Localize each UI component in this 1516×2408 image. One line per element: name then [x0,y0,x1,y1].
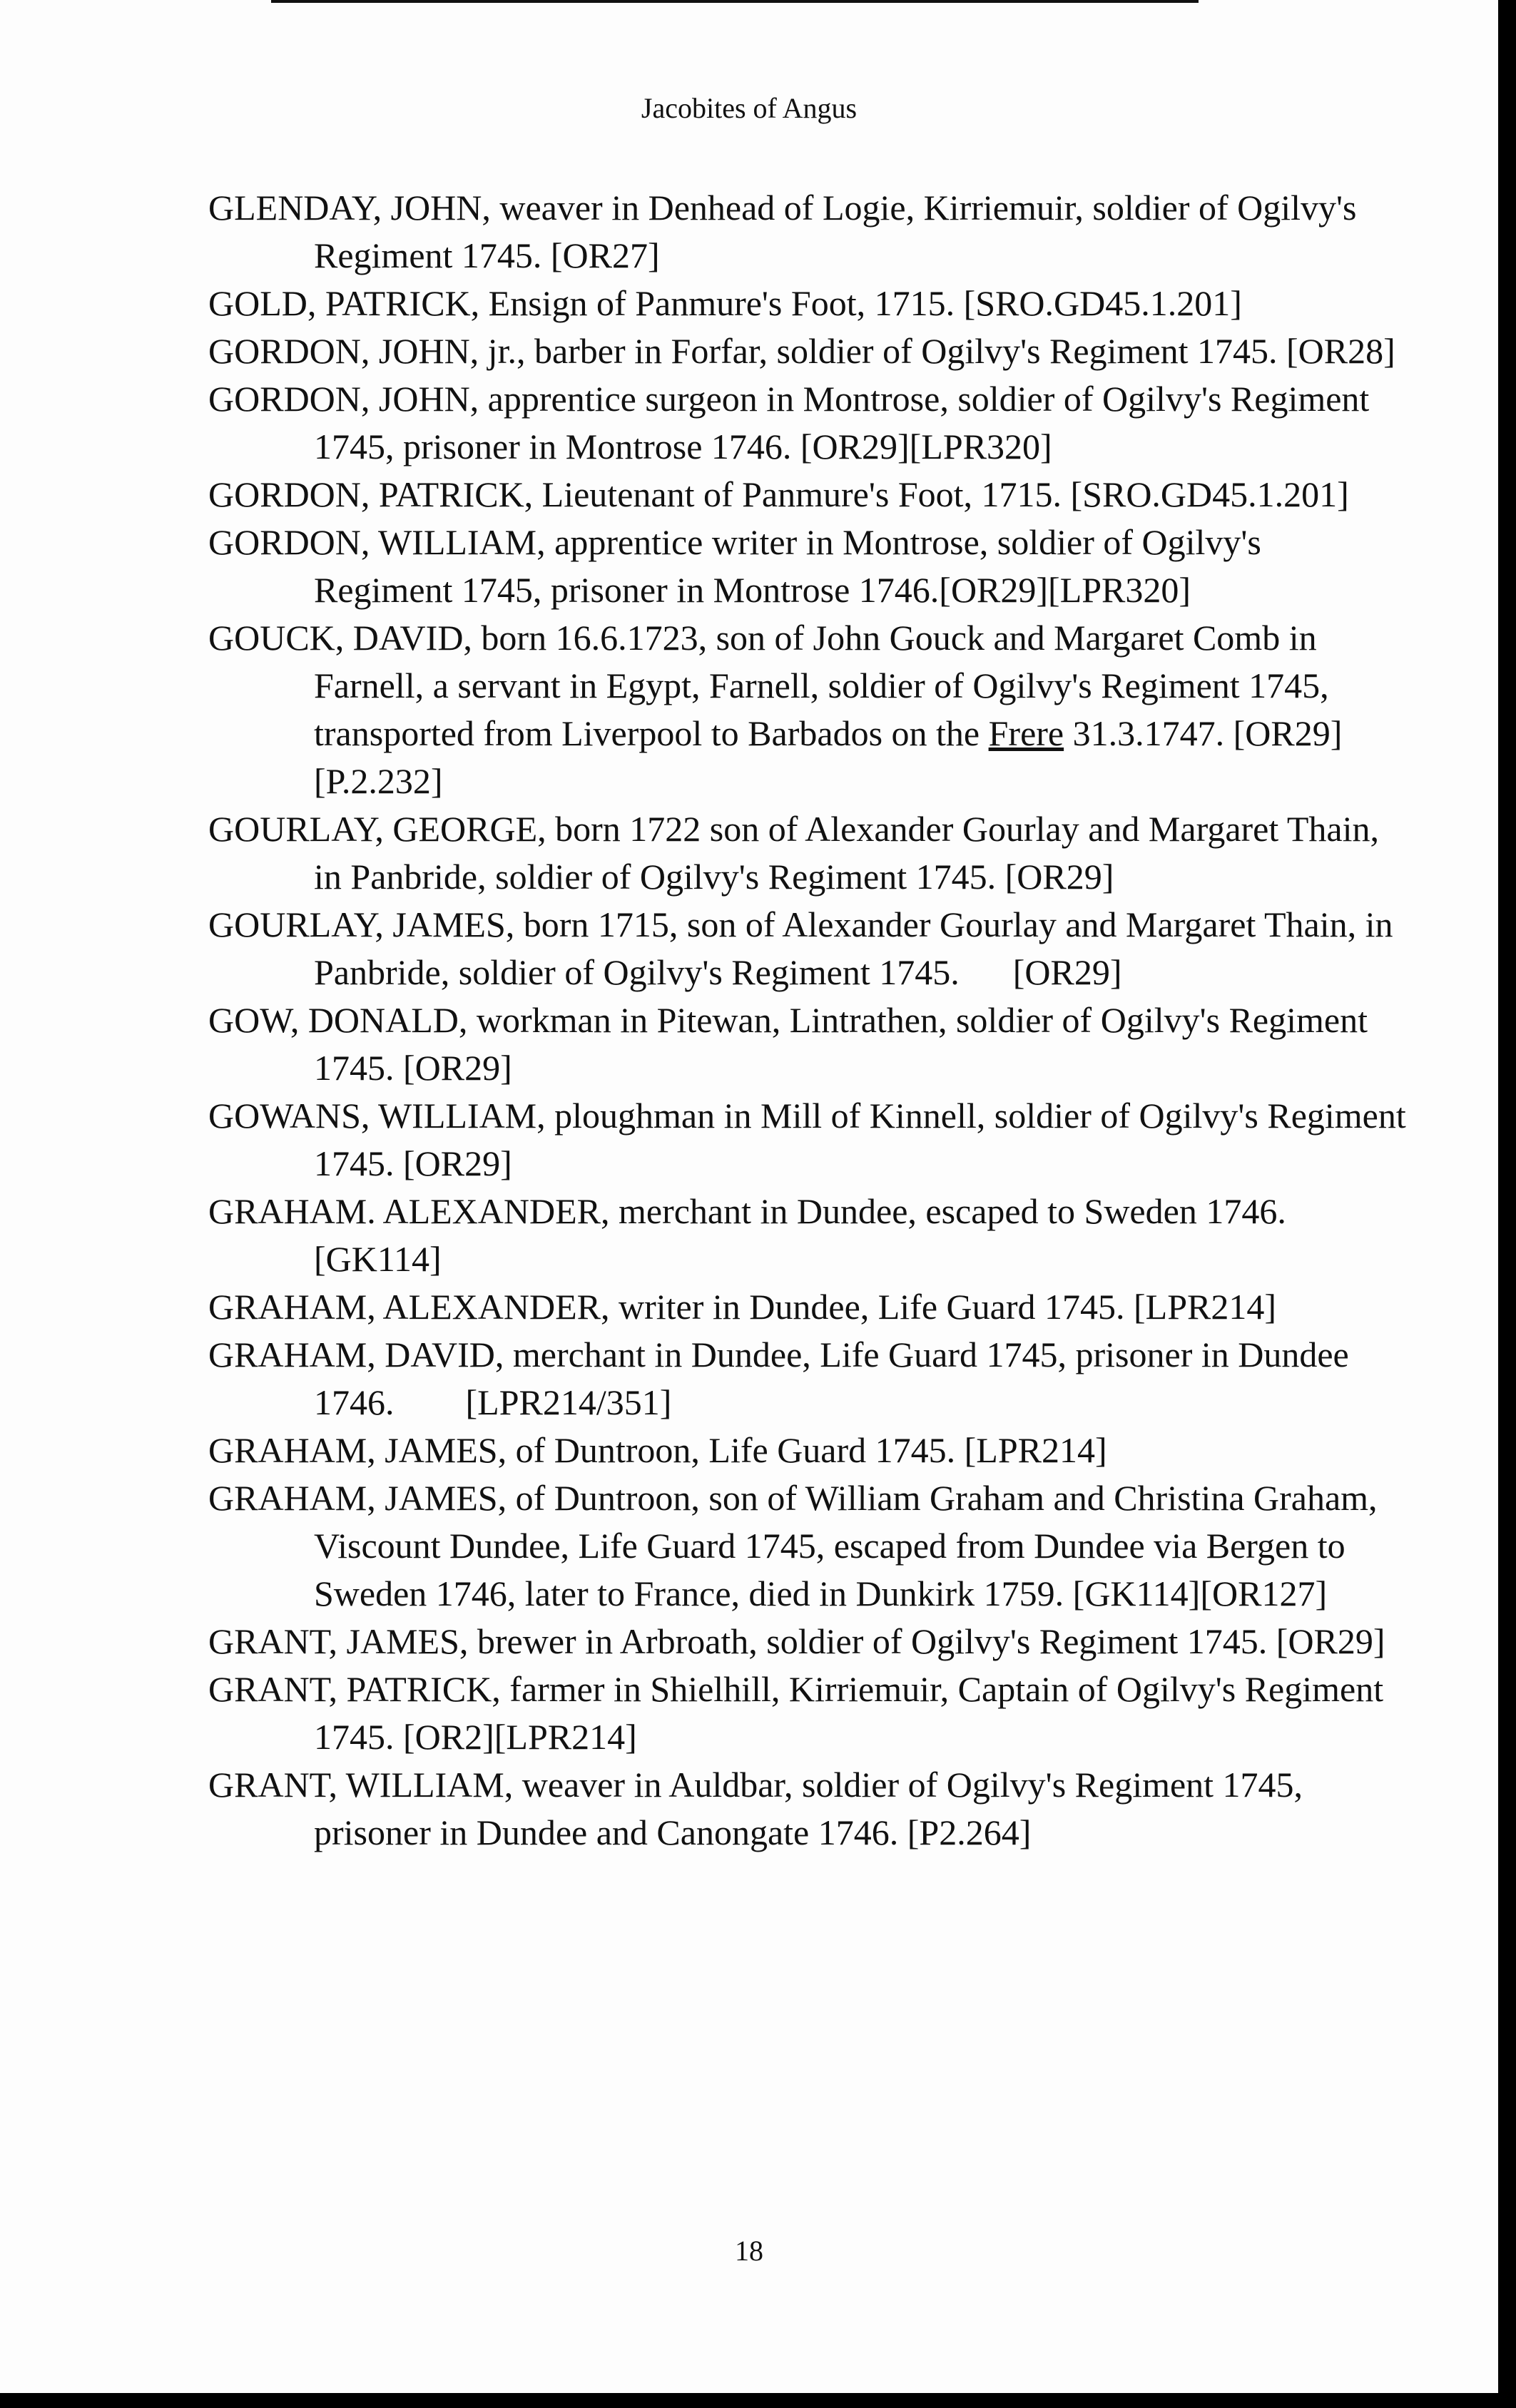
entry: GOW, DONALD, workman in Pitewan, Lintrathen, soldier of Ogilvy's Regiment 1745. [OR29] [208,1000,1368,1088]
entry-text-before: GOUCK, DAVID, born 16.6.1723, son of John Gouck and Margaret Comb in Farnell, a servant in Egypt, Farnell, soldier of Ogilvy's Regiment 1745, transported from Liverpool to Barbados on the [208,618,1329,753]
entry: GRAHAM, DAVID, merchant in Dundee, Life Guard 1745, prisoner in Dundee 1746. [LPR214/351] [208,1335,1358,1422]
running-header: Jacobites of Angus [641,92,858,124]
entry: GRAHAM. ALEXANDER, merchant in Dundee, escaped to Sweden 1746. [GK114] [208,1191,1286,1279]
entry: GOWANS, WILLIAM, ploughman in Mill of Kinnell, soldier of Ogilvy's Regiment 1745. [OR29] [208,1096,1406,1183]
entry [208,614,1407,805]
entry: GLENDAY, JOHN, weaver in Denhead of Logie, Kirriemuir, soldier of Ogilvy's Regiment 1745. [OR27] [208,188,1357,275]
top-edge-rule [271,0,1199,3]
entry: GOLD, PATRICK, Ensign of Panmure's Foot, 1715. [SRO.GD45.1.201] [208,283,1242,323]
page-number: 18 [735,2235,763,2267]
entry: GRAHAM, ALEXANDER, writer in Dundee, Life Guard 1745. [LPR214] [208,1287,1276,1327]
entry: GRAHAM, JAMES, of Duntroon, Life Guard 1745. [LPR214] [208,1430,1107,1470]
entry: GORDON, PATRICK, Lieutenant of Panmure's Foot, 1715. [SRO.GD45.1.201] [208,474,1349,514]
entry: GRANT, PATRICK, farmer in Shielhill, Kirriemuir, Captain of Ogilvy's Regiment 1745. [OR2][LPR214] [208,1669,1384,1757]
entry: GORDON, JOHN, jr., barber in Forfar, soldier of Ogilvy's Regiment 1745. [OR28] [208,331,1395,371]
entry-list [208,184,1407,1857]
entry: GRANT, WILLIAM, weaver in Auldbar, soldier of Ogilvy's Regiment 1745, prisoner in Dundee and Canongate 1746. [P2.264] [208,1765,1303,1852]
ship-name: Frere [988,713,1064,753]
entry: GOURLAY, GEORGE, born 1722 son of Alexander Gourlay and Margaret Thain, in Panbride, soldier of Ogilvy's Regiment 1745. [OR29] [208,809,1379,897]
entry: GRANT, JAMES, brewer in Arbroath, soldier of Ogilvy's Regiment 1745. [OR29] [208,1621,1385,1661]
entry: GORDON, WILLIAM, apprentice writer in Montrose, soldier of Ogilvy's Regiment 1745, prisoner in Montrose 1746.[OR29][LPR320] [208,522,1261,610]
entry: GOURLAY, JAMES, born 1715, son of Alexander Gourlay and Margaret Thain, in Panbride, soldier of Ogilvy's Regiment 1745. [OR29] [208,904,1402,992]
entry: GORDON, JOHN, apprentice surgeon in Montrose, soldier of Ogilvy's Regiment 1745, prisoner in Montrose 1746. [OR29][LPR320] [208,379,1370,466]
entry: GRAHAM, JAMES, of Duntroon, son of William Graham and Christina Graham, Viscount Dundee, Life Guard 1745, escaped from Dundee via Bergen to Sweden 1746, later to France, died in Dunkirk 1759. [GK114][OR127] [208,1478,1378,1613]
entry-text-after: 31.3.1747. [OR29][P.2.232] [314,713,1343,801]
